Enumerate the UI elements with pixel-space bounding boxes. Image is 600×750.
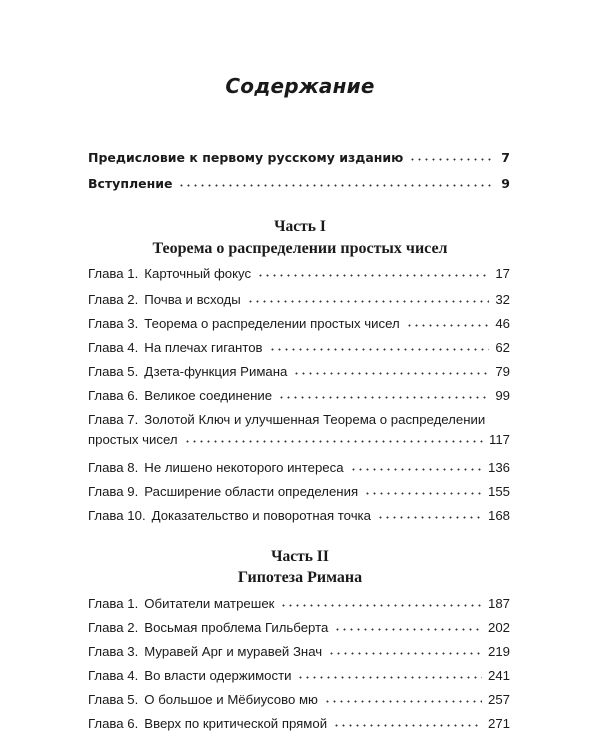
chapter-title: На плечах гигантов xyxy=(144,340,263,355)
chapter-title-continued: простых чисел xyxy=(88,432,178,447)
chapter-number: Глава 5. xyxy=(88,364,139,379)
entry-title: Предисловие к первому русскому изданию xyxy=(88,150,404,165)
chapter-number: Глава 1. xyxy=(88,596,139,611)
chapter-title: Муравей Арг и муравей Знач xyxy=(144,644,323,659)
dot-leader xyxy=(184,440,483,443)
page-number: 136 xyxy=(487,460,510,475)
toc-entry-chapter[interactable] xyxy=(88,620,510,635)
chapter-number: Глава 6. xyxy=(88,716,139,731)
page-number: 241 xyxy=(487,668,510,683)
chapter-title: О большое и Мёбиусово мю xyxy=(144,692,318,707)
dot-leader xyxy=(324,700,482,703)
toc-entry-chapter[interactable] xyxy=(88,644,510,659)
chapter-number: Глава 10. xyxy=(88,508,146,523)
toc-entry-chapter[interactable] xyxy=(88,412,510,447)
chapter-title: Обитатели матрешек xyxy=(144,596,275,611)
dot-leader xyxy=(328,652,482,655)
toc-entry-chapter[interactable] xyxy=(88,388,510,403)
chapter-number: Глава 9. xyxy=(88,484,139,499)
toc-entry-chapter[interactable] xyxy=(88,692,510,707)
page-number: 155 xyxy=(487,484,510,499)
chapter-title: Вверх по критической прямой xyxy=(144,716,328,731)
page-number: 99 xyxy=(495,388,510,403)
chapter-number: Глава 3. xyxy=(88,644,139,659)
page-number: 219 xyxy=(487,644,510,659)
toc-entry-chapter[interactable] xyxy=(88,508,510,523)
dot-leader xyxy=(377,516,482,519)
dot-leader xyxy=(409,158,495,161)
entry-title: Вступление xyxy=(88,176,173,191)
toc-entry-introduction[interactable] xyxy=(88,176,510,191)
dot-leader xyxy=(333,724,482,727)
page-number: 7 xyxy=(501,150,510,165)
page-number: 79 xyxy=(495,364,510,379)
chapter-title: Доказательство и поворотная точка xyxy=(151,508,371,523)
dot-leader xyxy=(334,628,482,631)
chapter-title: Золотой Ключ и улучшенная Теорема о распределении xyxy=(144,412,486,427)
page-number: 62 xyxy=(495,340,510,355)
page-number: 32 xyxy=(495,292,510,307)
dot-leader xyxy=(278,396,489,399)
chapter-title: Не лишено некоторого интереса xyxy=(144,460,344,475)
chapter-number: Глава 7. xyxy=(88,412,139,427)
dot-leader xyxy=(280,604,482,607)
page-number: 117 xyxy=(488,432,510,447)
chapter-number: Глава 5. xyxy=(88,692,139,707)
page-number: 187 xyxy=(487,596,510,611)
part-1-title: Теорема о распределении простых чисел xyxy=(152,240,448,257)
toc-entry-chapter[interactable] xyxy=(88,484,510,499)
chapter-number: Глава 2. xyxy=(88,292,139,307)
dot-leader xyxy=(293,372,489,375)
dot-leader xyxy=(350,468,482,471)
dot-leader xyxy=(247,300,490,303)
chapter-title: Дзета-функция Римана xyxy=(144,364,288,379)
toc-entry-chapter[interactable] xyxy=(88,364,510,379)
toc-entry-chapter[interactable] xyxy=(88,340,510,355)
toc-entry-chapter[interactable] xyxy=(88,316,510,331)
chapter-title: Во власти одержимости xyxy=(144,668,292,683)
page-number: 46 xyxy=(495,316,510,331)
toc-entry-chapter[interactable] xyxy=(88,460,510,475)
toc-entry-chapter[interactable] xyxy=(88,716,510,731)
toc-entry-chapter[interactable] xyxy=(88,292,510,307)
page-number: 257 xyxy=(487,692,510,707)
part-2-title: Гипотеза Римана xyxy=(237,569,363,586)
chapter-title: Великое соединение xyxy=(144,388,273,403)
chapter-number: Глава 4. xyxy=(88,668,139,683)
dot-leader xyxy=(406,324,490,327)
chapter-number: Глава 2. xyxy=(88,620,139,635)
dot-leader xyxy=(178,184,495,187)
dot-leader xyxy=(257,274,489,277)
chapter-title: Теорема о распределении простых чисел xyxy=(144,316,400,331)
dot-leader xyxy=(269,348,490,351)
toc-entry-chapter[interactable] xyxy=(88,668,510,683)
toc-entry-chapter[interactable] xyxy=(88,266,510,281)
chapter-number: Глава 4. xyxy=(88,340,139,355)
page-number: 271 xyxy=(487,716,510,731)
chapter-number: Глава 3. xyxy=(88,316,139,331)
chapter-title: Карточный фокус xyxy=(144,266,252,281)
chapter-title: Восьмая проблема Гильберта xyxy=(144,620,329,635)
page-number: 168 xyxy=(487,508,510,523)
page-number: 9 xyxy=(501,176,510,191)
page-number: 202 xyxy=(487,620,510,635)
chapter-title: Почва и всходы xyxy=(144,292,241,307)
dot-leader xyxy=(364,492,482,495)
chapter-number: Глава 8. xyxy=(88,460,139,475)
dot-leader xyxy=(297,676,482,679)
chapter-title: Расширение области определения xyxy=(144,484,359,499)
toc-entry-chapter[interactable] xyxy=(88,596,510,611)
chapter-number: Глава 6. xyxy=(88,388,139,403)
chapter-number: Глава 1. xyxy=(88,266,139,281)
part-2-heading: Часть II xyxy=(271,548,329,565)
part-1-heading: Часть I xyxy=(274,218,326,235)
page-title: Содержание xyxy=(225,74,375,98)
page-number: 17 xyxy=(495,266,510,281)
toc-entry-preface[interactable] xyxy=(88,150,510,165)
